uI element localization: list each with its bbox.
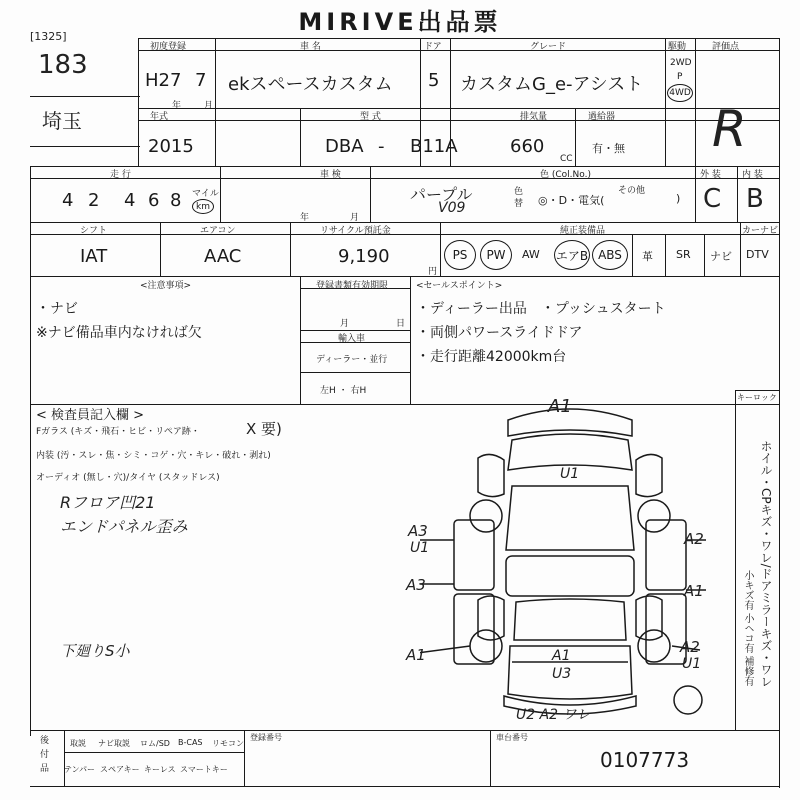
mark-rear: A1 — [552, 648, 571, 664]
paint-close: ) — [676, 192, 681, 205]
item-rom-sd: ロム/SD — [140, 739, 170, 748]
mark-top: A1 — [548, 396, 572, 417]
mark-left-upper: A3 — [408, 522, 428, 540]
notes-header: <注意事項> — [140, 281, 192, 291]
car-name-value: ekスペースカスタム — [228, 74, 393, 95]
page-title: MIRIVE出品票 — [298, 8, 502, 36]
equip-airbag: エアB — [554, 240, 590, 270]
exterior-score: C — [703, 184, 722, 214]
label-first-reg: 初度登録 — [150, 42, 187, 52]
sales-line-2: ・両側パワースライドドア — [416, 325, 583, 341]
mileage-digit-2: 2 — [88, 190, 100, 211]
equip-leather: 革 — [642, 250, 653, 263]
label-displacement: 排気量 — [520, 112, 548, 122]
mark-left-upper-u: U1 — [410, 540, 430, 556]
label-aircon: エアコン — [200, 226, 236, 236]
mileage-digit-3: 4 — [124, 190, 136, 211]
label-recycle: リサイクル預託金 — [320, 226, 391, 236]
inspection-year-unit: 年 — [300, 213, 310, 223]
chassis-label: 車台番号 — [496, 733, 528, 742]
other-label: その他 — [618, 186, 646, 196]
yen-unit: 円 — [428, 267, 438, 277]
sales-header: <セールスポイント> — [416, 281, 503, 291]
color-sub-label: 色替 — [514, 187, 524, 209]
mark-right-lower-u: U1 — [682, 656, 702, 672]
equip-pw: PW — [480, 240, 512, 270]
first-reg-month: 7 — [195, 70, 207, 91]
model-year-value: 2015 — [148, 136, 194, 157]
color-code: V09 — [438, 200, 466, 216]
label-month-suffix: 月 — [204, 101, 214, 111]
item-temper: テンパー — [64, 765, 96, 774]
label-turbo: 過給器 — [588, 112, 616, 122]
mark-left-mid: A3 — [406, 576, 426, 594]
doors-value: 5 — [428, 70, 440, 91]
model-code-value: B11A — [410, 136, 458, 157]
label-exterior: 外 装 — [700, 170, 721, 180]
item-bcas: B-CAS — [178, 738, 203, 747]
post-install-label: 後付品 — [40, 736, 50, 774]
item-spare-key: スペアキー — [100, 765, 140, 774]
mileage-digit-1: 4 — [62, 190, 74, 211]
label-grade: グレード — [530, 42, 567, 52]
label-mileage: 走 行 — [110, 170, 131, 180]
label-rating: 評価点 — [712, 42, 740, 52]
audio-row: オーディオ (無し・穴)/タイヤ (スタッドレス) — [36, 473, 220, 483]
label-car-name: 車 名 — [300, 42, 321, 52]
mark-left-lower: A1 — [406, 646, 426, 664]
drive-2wd: 2WD — [670, 58, 692, 68]
registry-header: 登録書類有効期限 — [316, 281, 389, 291]
interior-score: B — [746, 184, 764, 214]
label-year-suffix: 年 — [172, 101, 182, 111]
sales-line-1: ・ディーラー出品 ・プッシュスタート — [416, 301, 666, 317]
turbo-value: 有・無 — [592, 142, 625, 155]
interior-row: 内装 (汚・スレ・焦・シミ・コゲ・穴・キレ・破れ・剥れ) — [36, 451, 271, 461]
mark-top-u: U1 — [560, 466, 580, 482]
label-inspection: 車 検 — [320, 170, 341, 180]
sales-line-3: ・走行距離42000km台 — [416, 349, 567, 365]
rating-value: R — [712, 100, 747, 158]
chassis-number: 0107773 — [600, 748, 690, 772]
paint-label: ◎・D・電気( — [538, 194, 605, 207]
inspector-note-1: Rフロア凹21 — [60, 493, 156, 512]
registry-month: 月 — [340, 319, 350, 329]
item-navi-manual: ナビ取説 — [98, 739, 130, 748]
mark-right-upper: A2 — [684, 530, 704, 548]
mark-right-lower: A2 — [680, 638, 700, 656]
mileage-digit-5: 8 — [170, 190, 182, 211]
inspector-note-2: エンドパネル歪み — [60, 517, 188, 536]
lot-number: 183 — [38, 50, 88, 80]
first-reg-year: H27 — [145, 70, 182, 91]
item-keyless: キーレス — [144, 765, 176, 774]
glass-row: Fガラス (キズ・飛石・ヒビ・リペア跡・ — [36, 427, 200, 437]
label-color: 色 (Col.No.) — [540, 170, 591, 180]
label-car-navi: カーナビ — [742, 226, 779, 236]
drive-4wd-circled: 4WD — [667, 84, 693, 102]
item-remote: リモコン — [212, 739, 244, 748]
region: 埼玉 — [42, 109, 82, 133]
recycle-fee: 9,190 — [338, 246, 390, 267]
item-manual: 取説 — [70, 739, 86, 748]
inspection-month-unit: 月 — [350, 213, 360, 223]
registry-day: 日 — [396, 319, 406, 329]
equip-abs: ABS — [592, 240, 628, 270]
aircon-value: AAC — [204, 246, 242, 267]
side-note: ホイル・CPキズ・ワレ/ドアミラーキズ・ワレ — [759, 440, 773, 688]
import-header: 輸入車 — [338, 334, 366, 344]
km-unit-circled: km — [192, 199, 214, 214]
label-equipment: 純正装備品 — [560, 226, 606, 236]
equip-ps: PS — [444, 240, 476, 270]
glass-handwritten: X 要) — [246, 420, 282, 438]
mileage-digit-4: 6 — [148, 190, 160, 211]
equip-dtv: DTV — [746, 248, 769, 261]
shift-value: IAT — [80, 246, 108, 267]
color-name: パープル — [410, 185, 473, 204]
cc-unit: CC — [560, 154, 573, 164]
equip-navi: ナビ — [710, 250, 732, 263]
model-prefix: DBA — [325, 136, 364, 157]
equip-aw: AW — [522, 248, 540, 261]
notes-line-2: ※ナビ備品車内なければ欠 — [36, 325, 202, 341]
reg-number-label: 登録番号 — [250, 733, 282, 742]
sheet-code: [1325] — [30, 30, 67, 43]
key-lock-label: キーロック — [737, 393, 777, 402]
mark-rear-u: U3 — [552, 666, 572, 682]
import-type: ディーラー・並行 — [316, 355, 388, 365]
inspector-header: < 検査員記入欄 > — [36, 408, 145, 423]
label-interior: 内 装 — [742, 170, 763, 180]
notes-line-1: ・ナビ — [36, 301, 78, 317]
item-smart-key: スマートキー — [180, 765, 228, 774]
mile-unit: マイル — [192, 189, 219, 199]
mark-bottom: U2 A2 ワレ — [516, 707, 591, 723]
side-note-2: 小キズ有 小ヘコ有 補修有 — [742, 570, 753, 687]
label-model-year: 年式 — [150, 112, 169, 122]
displacement-value: 660 — [510, 136, 545, 157]
label-drive: 駆動 — [668, 42, 687, 52]
handle-type: 左H ・ 右H — [320, 386, 367, 396]
inspector-note-3: 下廻りS小 — [60, 642, 130, 660]
label-model-code: 型 式 — [360, 112, 381, 122]
drive-p: P — [677, 72, 683, 82]
grade-value: カスタムG_e-アシスト — [460, 74, 644, 95]
mark-right-mid: A1 — [684, 582, 704, 600]
label-shift: シフト — [80, 226, 108, 236]
equip-sr: SR — [676, 248, 691, 261]
label-doors: ドア — [424, 42, 442, 52]
model-dash: - — [378, 136, 385, 157]
